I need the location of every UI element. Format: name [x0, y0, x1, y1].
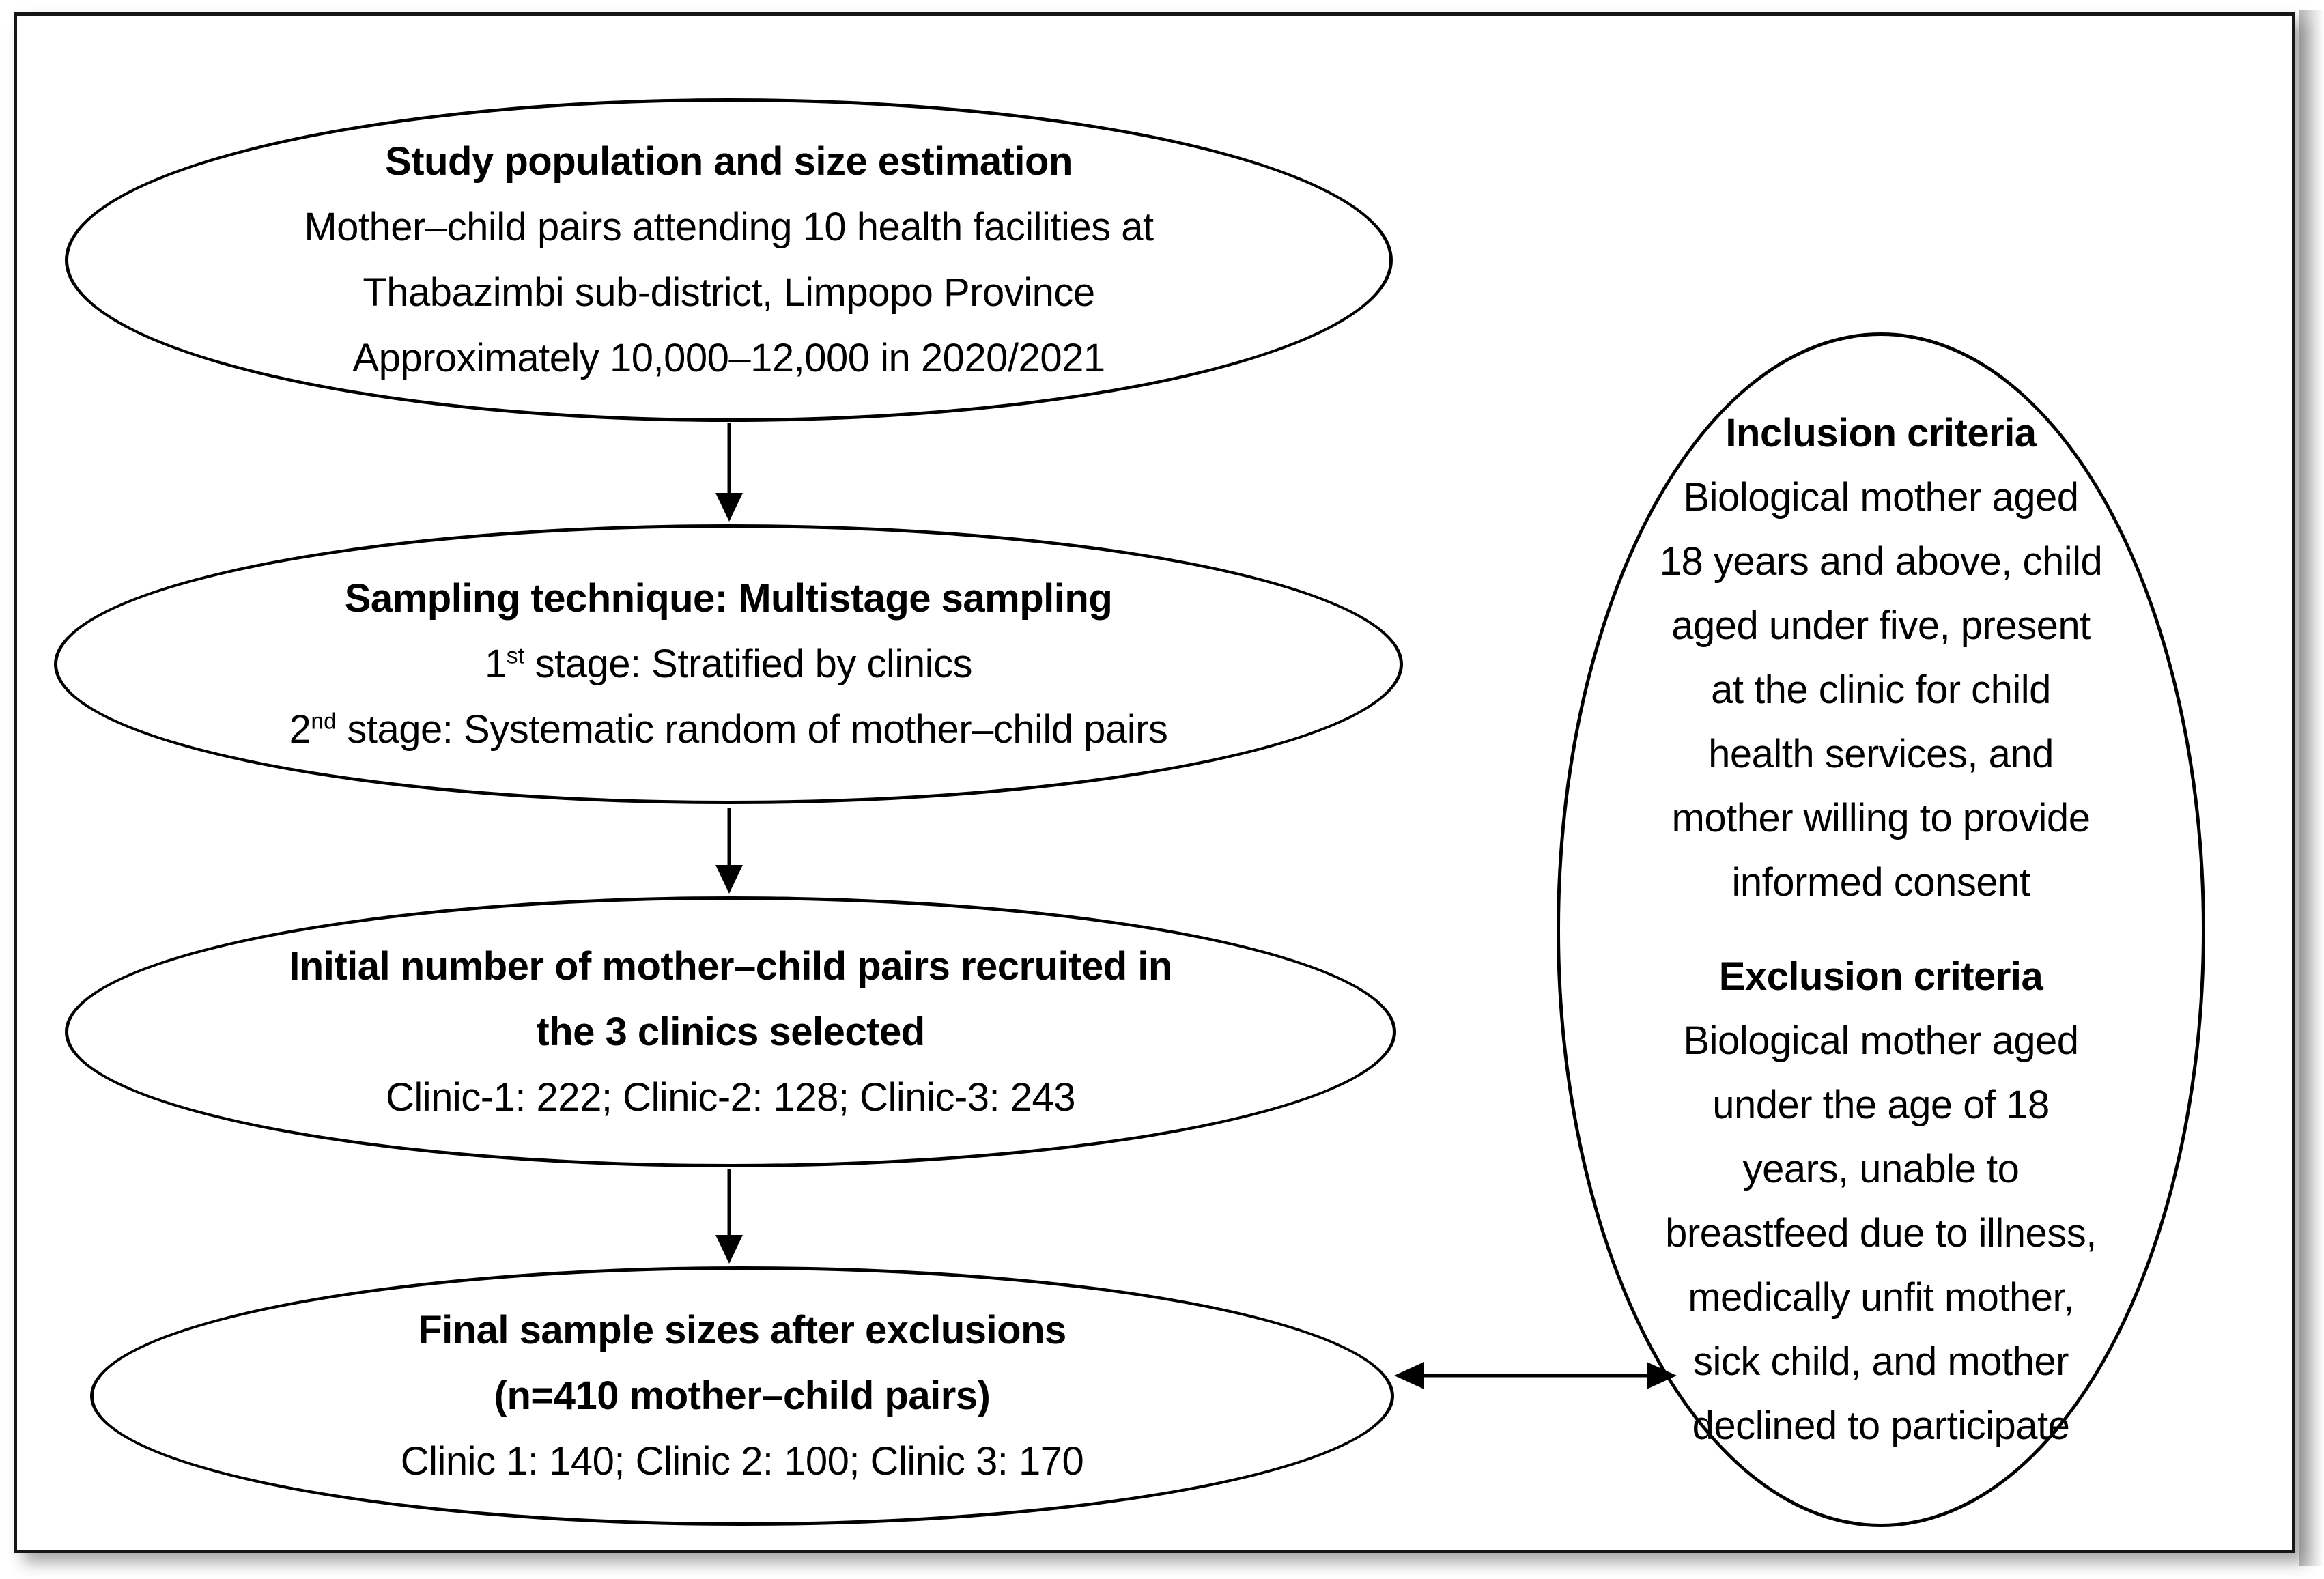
sampling-technique-title: Sampling technique: Multistage sampling	[344, 576, 1113, 621]
inclusion-criteria-line: aged under five, present	[1671, 603, 2091, 648]
study-population-line: Mother–child pairs attending 10 health facilities at	[304, 205, 1154, 249]
exclusion-criteria-line: Biological mother aged	[1683, 1019, 2079, 1063]
inclusion-criteria-line: Biological mother aged	[1683, 475, 2079, 520]
exclusion-criteria-line: sick child, and mother	[1693, 1339, 2069, 1384]
stage-2-ordinal: nd	[311, 709, 337, 735]
inclusion-criteria-line: 18 years and above, child	[1659, 539, 2103, 584]
study-population-title: Study population and size estimation	[385, 139, 1073, 184]
right-edge-shadow	[2299, 10, 2324, 1566]
sampling-stage-2	[289, 697, 1168, 763]
inclusion-criteria-title: Inclusion criteria	[1725, 411, 2037, 455]
initial-recruitment-title: Initial number of mother–child pairs recruited in	[289, 943, 1172, 988]
exclusion-criteria-line: under the age of 18	[1712, 1083, 2050, 1127]
initial-recruitment-ellipse	[65, 896, 1396, 1167]
final-sample-ellipse	[90, 1266, 1394, 1526]
exclusion-criteria-title: Exclusion criteria	[1718, 954, 2043, 999]
final-sample-subtitle: (n=410 mother–child pairs)	[494, 1374, 991, 1418]
sampling-stage-1	[485, 631, 972, 697]
exclusion-criteria-line: medically unfit mother,	[1688, 1275, 2074, 1320]
criteria-ellipse	[1557, 332, 2205, 1527]
exclusion-criteria-line: years, unable to	[1742, 1147, 2020, 1191]
final-sample-detail: Clinic 1: 140; Clinic 2: 100; Clinic 3: 170	[400, 1439, 1084, 1483]
exclusion-criteria-line: declined to participate	[1692, 1404, 2070, 1448]
inclusion-criteria-line: informed consent	[1731, 860, 2030, 905]
stage-1-number: 1	[485, 642, 507, 686]
stage-2-text: stage: Systematic random of mother–child pairs	[336, 707, 1168, 752]
initial-recruitment-detail: Clinic-1: 222; Clinic-2: 128; Clinic-3: 243	[385, 1075, 1076, 1120]
study-population-line: Thabazimbi sub-district, Limpopo Province	[363, 270, 1095, 315]
inclusion-criteria-line: at the clinic for child	[1711, 668, 2051, 712]
study-population-ellipse	[65, 98, 1393, 422]
exclusion-criteria-line: breastfeed due to illness,	[1665, 1211, 2097, 1255]
study-population-line: Approximately 10,000–12,000 in 2020/2021	[352, 336, 1105, 380]
initial-recruitment-title: the 3 clinics selected	[536, 1009, 925, 1054]
stage-1-text: stage: Stratified by clinics	[524, 642, 972, 686]
sampling-technique-ellipse	[54, 524, 1403, 804]
inclusion-criteria-line: health services, and	[1708, 732, 2054, 776]
inclusion-criteria-line: mother willing to provide	[1671, 796, 2091, 840]
stage-2-number: 2	[289, 707, 311, 752]
final-sample-title: Final sample sizes after exclusions	[418, 1308, 1066, 1352]
stage-1-ordinal: st	[506, 643, 524, 669]
